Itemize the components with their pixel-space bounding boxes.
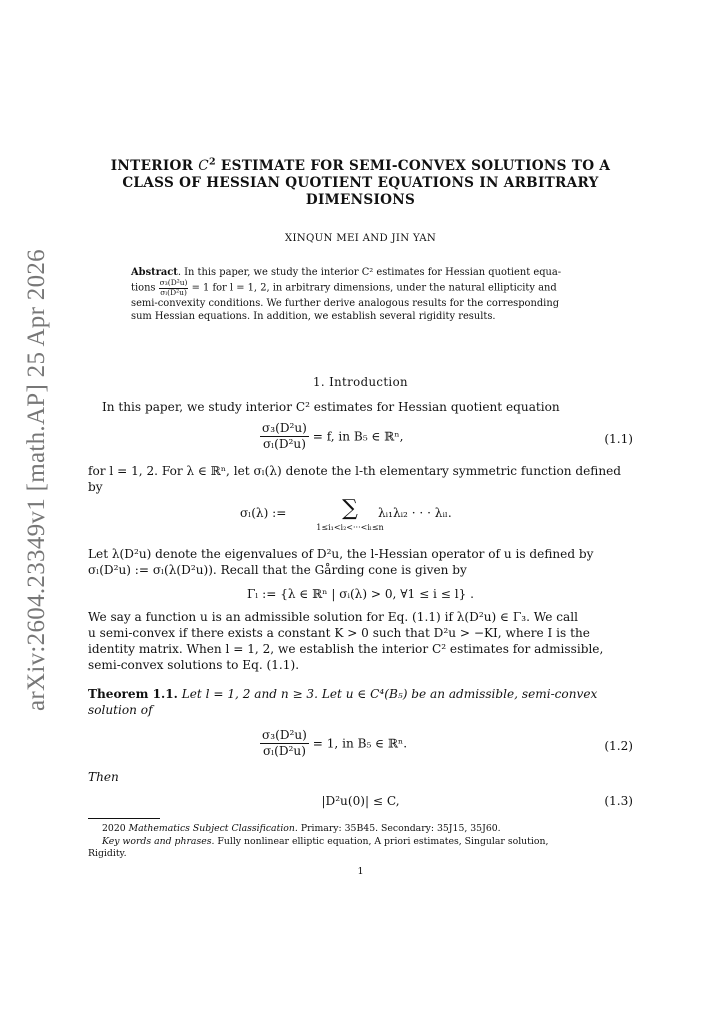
theorem-1-1: Theorem 1.1. Let l = 1, 2 and n ≥ 3. Let u ∈ C⁴(B₅) be an admissible, semi-convex solution of xyxy=(88,687,598,717)
title-line-3: DIMENSIONS xyxy=(305,192,416,208)
then-text: Then xyxy=(88,770,119,784)
equation-1-2: $\frac{\text{σ₃(D²u)}}{\text{σₗ(D²u)}}$ = 1, in B₅ ∈ ℝⁿ. (1.2) xyxy=(262,728,633,758)
footnote-keywords: Key words and phrases. Fully nonlinear elliptic equation, A priori estimates, Singular solution, xyxy=(102,835,549,847)
arxiv-stamp-text: arXiv:2604.23349v1 [math.AP] 25 Apr 2026 xyxy=(23,249,50,711)
page-number: 1 xyxy=(357,866,364,877)
garding-cone-equation: Γₗ := {λ ∈ ℝⁿ | σᵢ(λ) > 0, ∀1 ≤ i ≤ l} . xyxy=(246,587,475,601)
title-line-1: INTERIOR $C^2$ ESTIMATE FOR SEMI-CONVEX SOLUTIONS TO A xyxy=(110,156,611,174)
summation-limits: 1≤i₁<i₂<···<iₗ≤n xyxy=(316,523,384,532)
arxiv-stamp xyxy=(22,249,52,711)
paper-title xyxy=(88,158,633,209)
footnote-keywords-line-2: Rigidity. xyxy=(88,848,127,859)
abstract-line-1: Abstract. In this paper, we study the interior C² estimates for Hessian quotient equa- xyxy=(131,267,562,278)
footnotes xyxy=(88,823,633,861)
authors: XINQUN MEI AND JIN YAN xyxy=(284,233,437,244)
eq-1-2-fraction: $\frac{\text{σ₃(D²u)}}{\text{σₗ(D²u)}}$ xyxy=(262,728,307,758)
theorem-label: Theorem 1.1. xyxy=(88,687,178,701)
abstract xyxy=(131,266,590,324)
footnote-rule xyxy=(88,818,160,819)
eq-1-3-label: (1.3) xyxy=(604,794,633,808)
eq-1-1-label: (1.1) xyxy=(604,432,633,446)
title-line-2: CLASS OF HESSIAN QUOTIENT EQUATIONS IN ARBITRARY xyxy=(122,175,599,191)
admissible-paragraph: We say a function u is an admissible solution for Eq. (1.1) if λ(D²u) ∈ Γ₃. We call u semi-convex if there exists a constant K > 0 such that D²u > −KI, where I is the identity matrix. When l = 1, 2, we establish the interior C² estimates for admissible, semi-convex solutions to Eq. (1.1). xyxy=(88,610,604,672)
eq-1-2-label: (1.2) xyxy=(604,739,633,753)
abstract-fraction: $\frac{\text{σ₃(D²u)}}{\text{σₗ(D²u)}}$ xyxy=(159,278,188,297)
intro-paragraph: In this paper, we study interior C² estimates for Hessian quotient equation xyxy=(102,400,560,414)
footnote-msc: 2020 Mathematics Subject Classification. Primary: 35B45. Secondary: 35J15, 35J60. xyxy=(102,823,501,834)
abstract-line-3: semi-convexity conditions. We further derive analogous results for the corresponding xyxy=(131,298,560,310)
section-heading: 1. Introduction xyxy=(313,375,408,389)
summation-symbol: ∑ xyxy=(342,496,358,521)
abstract-label: Abstract xyxy=(131,267,178,278)
equation-1-3: |D²u(0)| ≤ C, (1.3) xyxy=(321,794,633,808)
equation-1-1: $\frac{\text{σ₃(D²u)}}{\text{σₗ(D²u)}}$ = f, in B₅ ∈ ℝⁿ, (1.1) xyxy=(262,421,633,451)
hessian-paragraph: Let λ(D²u) denote the eigenvalues of D²u, the l-Hessian operator of u is defined by σₗ(D²u) := σₗ(λ(D²u)). Recall that the Gårding cone is given by xyxy=(88,547,594,577)
abstract-line-4: sum Hessian equations. In addition, we establish several rigidity results. xyxy=(131,311,496,323)
eq-1-1-fraction: $\frac{\text{σ₃(D²u)}}{\text{σₗ(D²u)}}$ xyxy=(262,421,307,451)
abstract-line-2: tions $\frac{\text{σ₃(D²u)}}{\text{σₗ(D²u)}}$ = 1 for l = 1, 2, in arbitrary dimensions, under the natural ellipticity and xyxy=(131,278,557,297)
definition-paragraph: for l = 1, 2. For λ ∈ ℝⁿ, let σₗ(λ) denote the l-th elementary symmetric function defined by xyxy=(88,464,622,494)
equation-sigma: σₗ(λ) := ∑ 1≤i₁<i₂<···<iₗ≤n λᵢ₁λᵢ₂ · · · λᵢₗ. xyxy=(88,498,633,540)
